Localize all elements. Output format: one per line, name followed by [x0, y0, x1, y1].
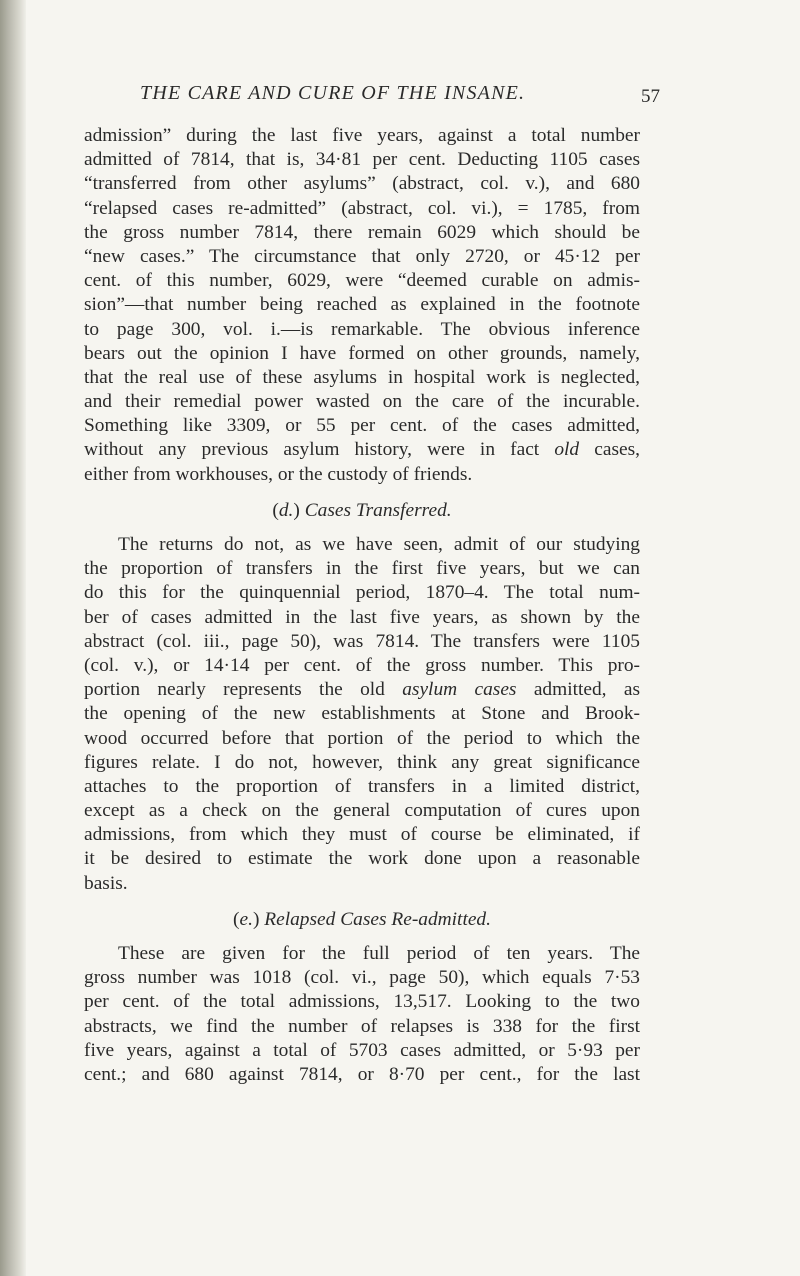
italic-phrase: asylum cases [402, 679, 517, 701]
text-line: abstracts, we find the number of relapses is 338 for the first [84, 1015, 640, 1037]
italic-word: old [554, 439, 580, 461]
text-line: “transferred from other asylums” (abstract, col. v.), and 680 [84, 173, 640, 195]
text-line: five years, against a total of 5703 cases admitted, or 5·93 per [84, 1039, 640, 1061]
text-line: except as a check on the general computation of cures upon [84, 800, 640, 822]
page-header [140, 82, 660, 112]
section-title: Relapsed Cases Re-admitted. [264, 908, 491, 930]
text-line: either from workhouses, or the custody of friends. [84, 463, 473, 485]
text-line: The returns do not, as we have seen, admit of our studying [118, 534, 640, 555]
text-line: (col. v.), or 14·14 per cent. of the gross number. This pro- [84, 654, 640, 676]
section-letter: d. [278, 499, 294, 521]
text-line: without any previous asylum history, were in fact old cases, [84, 439, 640, 461]
text-line: the opening of the new establishments at Stone and Brook- [84, 703, 640, 725]
text-line: figures relate. I do not, however, think any great significance [84, 751, 640, 773]
text-line: attaches to the proportion of transfers in a limited district, [84, 775, 640, 797]
text-line: admission” during the last five years, against a total number [84, 125, 640, 146]
paragraph-3 [84, 942, 640, 1087]
text-line: “relapsed cases re-admitted” (abstract, col. vi.), = 1785, from [84, 197, 640, 219]
text-line: the proportion of transfers in the first five years, but we can [84, 558, 640, 580]
text-line: to page 300, vol. i.—is remarkable. The obvious inference [84, 318, 640, 340]
text-line: it be desired to estimate the work done upon a reasonable [84, 848, 640, 870]
section-letter: e. [239, 908, 253, 930]
text-line: cent.; and 680 against 7814, or 8·70 per cent., for the last [84, 1063, 640, 1085]
running-title: THE CARE AND CURE OF THE INSANE. [140, 82, 526, 104]
text-line: wood occurred before that portion of the period to which the [84, 727, 640, 749]
text-line: basis. [84, 872, 128, 894]
text-line: gross number was 1018 (col. vi., page 50), which equals 7·53 [84, 967, 640, 989]
text-line: and their remedial power wasted on the care of the incurable. [84, 391, 640, 413]
text-line: ber of cases admitted in the last five years, as shown by the [84, 606, 640, 628]
text-line: abstract (col. iii., page 50), was 7814. The transfers were 1105 [84, 630, 640, 652]
text-line: bears out the opinion I have formed on other grounds, namely, [84, 342, 640, 364]
book-binding-shadow [0, 0, 26, 1276]
paragraph-2 [84, 533, 640, 896]
text-line: the gross number 7814, there remain 6029 which should be [84, 221, 640, 243]
text-line: Something like 3309, or 55 per cent. of the cases admitted, [84, 415, 640, 437]
text-line: cent. of this number, 6029, were “deemed curable on admis- [84, 270, 640, 292]
text-line: These are given for the full period of ten years. The [118, 943, 640, 964]
section-heading-e: (e.) Relapsed Cases Re-admitted. [233, 908, 491, 930]
paragraph-1 [84, 124, 640, 487]
section-title: Cases Transferred. [304, 499, 452, 521]
body-text [84, 124, 640, 1087]
page-number: 57 [641, 86, 660, 107]
text-line: sion”—that number being reached as explained in the footnote [84, 294, 640, 316]
text-line: admitted of 7814, that is, 34·81 per cent. Deducting 1105 cases [84, 149, 640, 171]
text-line: per cent. of the total admissions, 13,517. Looking to the two [84, 991, 640, 1013]
text-line: admissions, from which they must of course be eliminated, if [84, 824, 640, 846]
text-line: “new cases.” The circumstance that only 2720, or 45·12 per [84, 245, 640, 267]
text-line: do this for the quinquennial period, 1870–4. The total num- [84, 582, 640, 604]
text-line: that the real use of these asylums in hospital work is neglected, [84, 366, 640, 388]
section-heading-d: (d.) Cases Transferred. [272, 499, 452, 521]
text-line: portion nearly represents the old asylum cases admitted, as [84, 679, 640, 701]
